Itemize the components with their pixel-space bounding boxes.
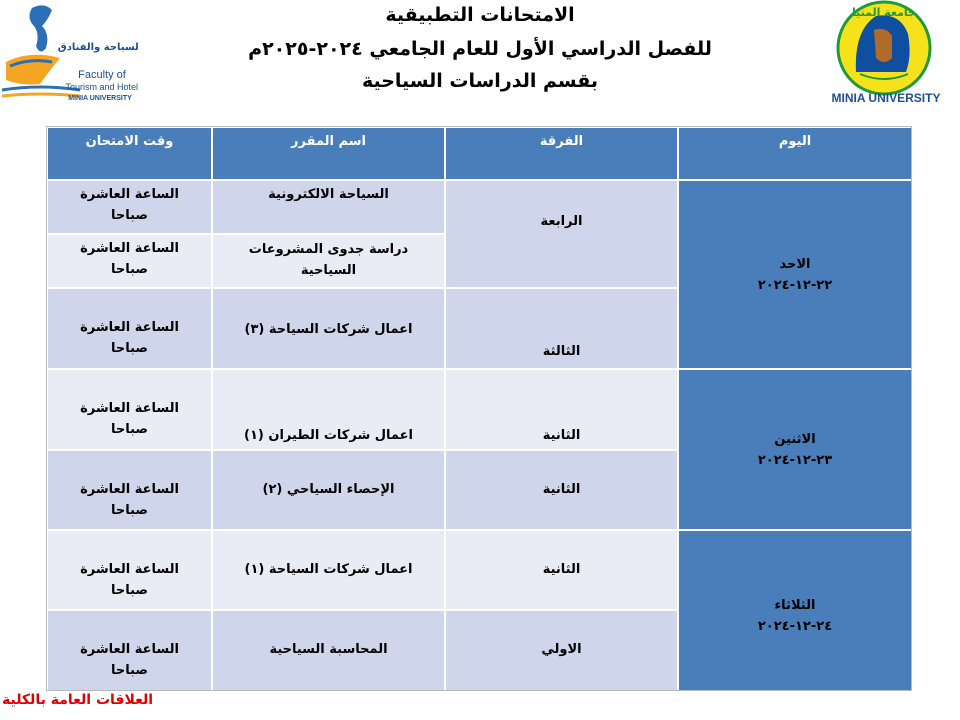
- level-cell: الثانية: [445, 369, 678, 450]
- day-date: ٢٤-١٢-٢٠٢٤: [757, 618, 833, 634]
- course-cell: اعمال شركات الطيران (١): [212, 369, 445, 450]
- page-title: الامتحانات التطبيقية: [385, 4, 575, 26]
- time-cell: الساعة العاشرة صباحا: [47, 369, 212, 450]
- page-subtitle-semester: للفصل الدراسي الأول للعام الجامعي ٢٠٢٤-٢٠٢٥م: [248, 38, 712, 60]
- level-cell: الثانية: [445, 450, 678, 530]
- page-subtitle-department: بقسم الدراسات السياحية: [361, 70, 599, 92]
- day-date: ٢٣-١٢-٢٠٢٤: [757, 452, 833, 468]
- course-cell: اعمال شركات السياحة (١): [212, 530, 445, 610]
- time-cell: الساعة العاشرة صباحا: [47, 180, 212, 234]
- logo-left-tourism: Tourism and Hotels: [65, 82, 138, 92]
- time-cell: الساعة العاشرة صباحا: [47, 610, 212, 691]
- time-cell: الساعة العاشرة صباحا: [47, 530, 212, 610]
- time-cell: الساعة العاشرة صباحا: [47, 450, 212, 530]
- day-name: الاحد: [779, 256, 811, 272]
- day-date: ٢٢-١٢-٢٠٢٤: [757, 277, 833, 293]
- time-cell: الساعة العاشرة صباحا: [47, 288, 212, 369]
- course-cell: المحاسبة السياحية: [212, 610, 445, 691]
- day-name: الثلاثاء: [774, 597, 816, 613]
- footer-credit: العلاقات العامة بالكلية: [2, 692, 154, 708]
- header-time: وقت الامتحان: [47, 127, 212, 180]
- day-cell: [678, 180, 912, 369]
- day-name: الاثنين: [774, 431, 816, 447]
- level-cell: الاولي: [445, 610, 678, 691]
- level-cell: الرابعة: [445, 180, 678, 288]
- time-cell: الساعة العاشرة صباحا: [47, 234, 212, 288]
- logo-left-faculty: Faculty of: [78, 69, 126, 81]
- course-cell: اعمال شركات السياحة (٣): [212, 288, 445, 369]
- header-course: اسم المقرر: [212, 127, 445, 180]
- header-level: الفرقة: [445, 127, 678, 180]
- day-cell: [678, 530, 912, 691]
- level-cell: الثالثة: [445, 288, 678, 369]
- logo-left-arabic: السياحة والفنادق: [57, 42, 138, 53]
- logo-right-english: MINIA UNIVERSITY: [831, 91, 941, 105]
- day-cell: [678, 369, 912, 530]
- logo-right-arabic: جامعة المنيا: [852, 6, 916, 19]
- course-cell: السياحة الالكترونية: [212, 180, 445, 234]
- header-day: اليوم: [678, 127, 912, 180]
- logo-left-minia: MINIA UNIVERSITY: [68, 95, 132, 102]
- level-cell: الثانية: [445, 530, 678, 610]
- course-cell: الإحصاء السياحي (٢): [212, 450, 445, 530]
- course-cell: دراسة جدوى المشروعات السياحية: [212, 234, 445, 288]
